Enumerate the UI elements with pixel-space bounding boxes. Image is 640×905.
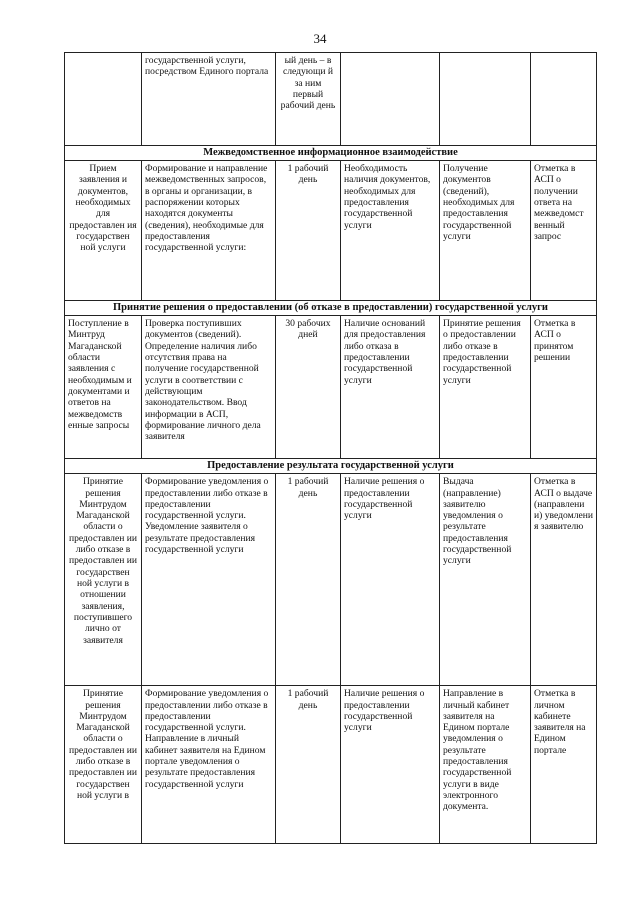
- table-cell-fixation: Отметка в АСП о принятом решении: [531, 316, 597, 459]
- table-cell-basis: Поступление в Минтруд Магаданской области заявления с необходимым и документами и ответов на межведомств енные запросы: [65, 316, 142, 459]
- section-title: Предоставление результата государственной услуги: [65, 459, 597, 474]
- section-title: Принятие решения о предоставлении (об отказе в предоставлении) государственной услуги: [65, 301, 597, 316]
- table-row: [65, 474, 597, 686]
- table-cell-criteria: Необходимость наличия документов, необходимых для предоставления государственной услуги: [341, 161, 440, 301]
- table-cell-fixation: Отметка в АСП о получении ответа на межведомст венный запрос: [531, 161, 597, 301]
- table-cell-term: 1 рабочий день: [276, 474, 341, 686]
- table-cell-result: Принятие решения о предоставлении либо отказе в предоставлении государственной услуги: [440, 316, 531, 459]
- table-row: [65, 161, 597, 301]
- table-cell-content: Формирование уведомления о предоставлении либо отказе в предоставлении государственной услуги. Уведомление заявителя о результате предоставления государственной услуги: [142, 474, 276, 686]
- table-cell-empty: [341, 53, 440, 146]
- procedure-table: [64, 52, 597, 844]
- table-cell-criteria: Наличие решения о предоставлении государственной услуги: [341, 686, 440, 844]
- table-cell-criteria: Наличие решения о предоставлении государственной услуги: [341, 474, 440, 686]
- table-cell-term: 30 рабочих дней: [276, 316, 341, 459]
- table-cell-empty: [440, 53, 531, 146]
- table-cell-fixation: Отметка в АСП о выдаче (направлени и) уведомлени я заявителю: [531, 474, 597, 686]
- table-cell-empty: [65, 53, 142, 146]
- table-cell-fixation: Отметка в личном кабинете заявителя на Едином портале: [531, 686, 597, 844]
- table-row-continuation: [65, 53, 597, 146]
- table-row: [65, 686, 597, 844]
- table-cell-basis: Принятие решения Минтрудом Магаданской области о предоставлен ии либо отказе в предоставлен ии государствен ной услуги в: [65, 686, 142, 844]
- table-cell-result: Выдача (направление) заявителю уведомления о результате предоставления государственной услуги: [440, 474, 531, 686]
- table-cell-term: 1 рабочий день: [276, 686, 341, 844]
- table-cell-empty: [531, 53, 597, 146]
- section-header-row: [65, 301, 597, 316]
- section-title: Межведомственное информационное взаимодействие: [65, 146, 597, 161]
- table-cell-content: Проверка поступивших документов (сведений). Определение наличия либо отсутствия права на получение государственной услуги в соответствии с действующим законодательством. Ввод информации в АСП, формирование личного дела заявителя: [142, 316, 276, 459]
- table-cell-term: ый день – в следующи й за ним первый рабочий день: [276, 53, 341, 146]
- table-cell-term: 1 рабочий день: [276, 161, 341, 301]
- table-cell-content: государственной услуги, посредством Единого портала: [142, 53, 276, 146]
- table-cell-content: Формирование и направление межведомственных запросов, в органы и организации, в распоряжении которых находятся документы (сведения), необходимые для предоставления государственной услуги:: [142, 161, 276, 301]
- table-cell-basis: Прием заявления и документов, необходимых для предоставлен ия государствен ной услуги: [65, 161, 142, 301]
- table-row: [65, 316, 597, 459]
- table-cell-result: Направление в личный кабинет заявителя на Едином портале уведомления о результате предоставления государственной услуги в виде электронного документа.: [440, 686, 531, 844]
- table-cell-basis: Принятие решения Минтрудом Магаданской области о предоставлен ии либо отказе в предоставлен ии государствен ной услуги в отношении заявления, поступившего лично от заявителя: [65, 474, 142, 686]
- table-cell-criteria: Наличие оснований для предоставления либо отказа в предоставлении государственной услуги: [341, 316, 440, 459]
- table-cell-result: Получение документов (сведений), необходимых для предоставления государственной услуги: [440, 161, 531, 301]
- page-number: 34: [313, 31, 327, 46]
- section-header-row: [65, 146, 597, 161]
- section-header-row: [65, 459, 597, 474]
- table-cell-content: Формирование уведомления о предоставлении либо отказе в предоставлении государственной услуги. Направление в личный кабинет заявителя на Едином портале уведомления о результате предоставления государственной услуги: [142, 686, 276, 844]
